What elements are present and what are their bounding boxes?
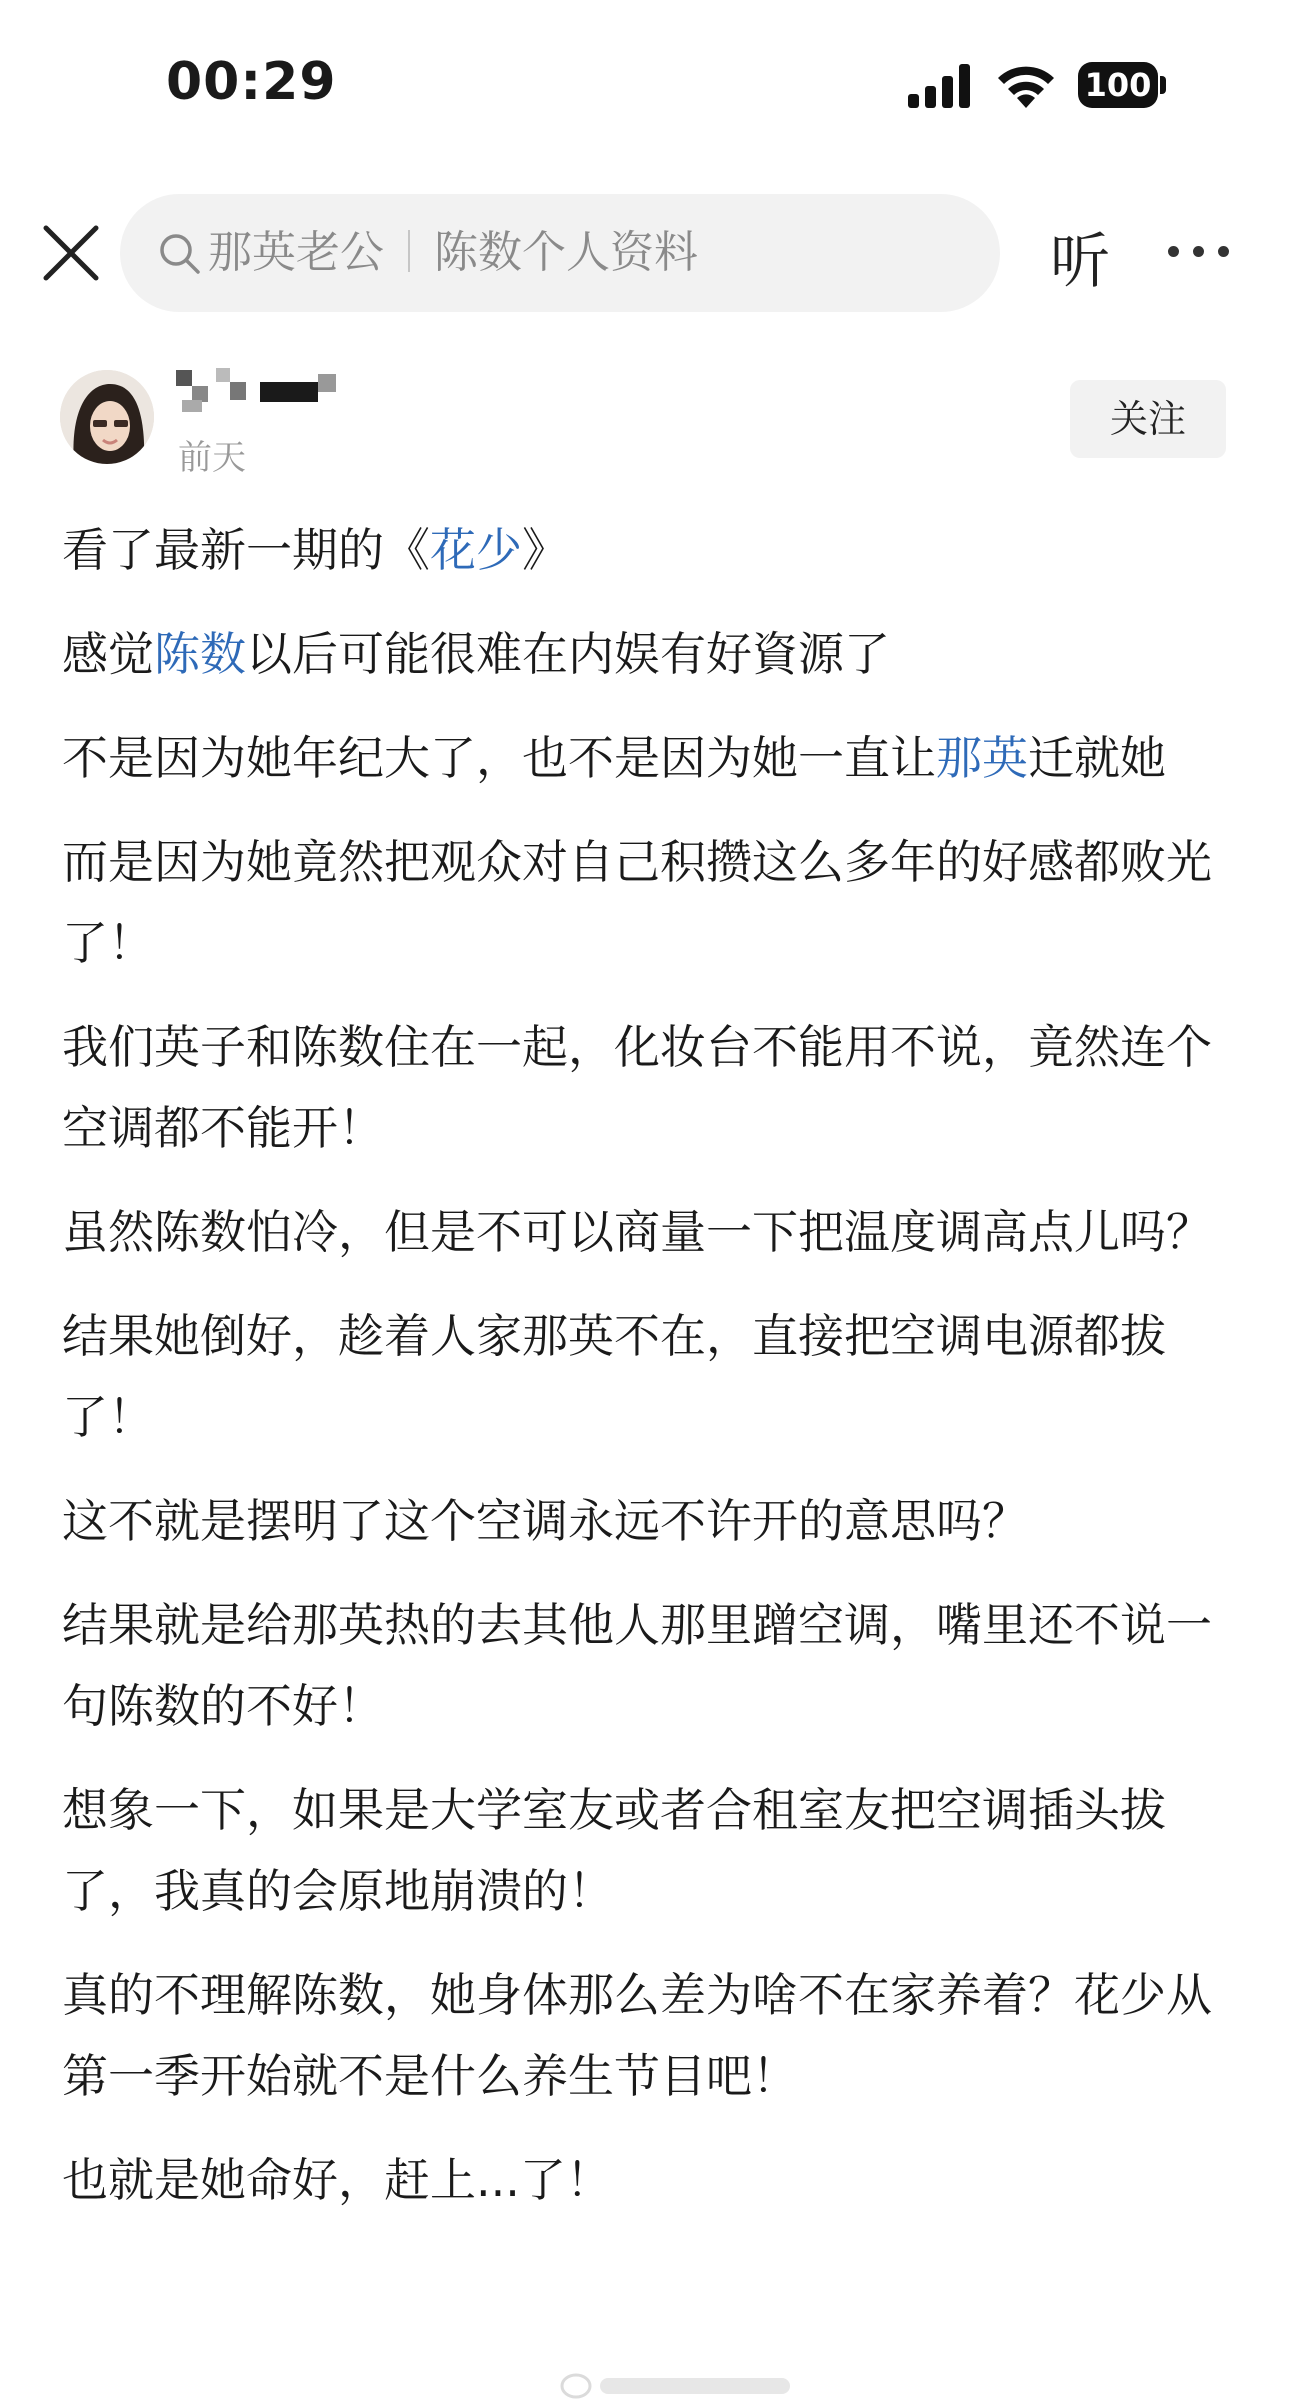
status-time: 00:29 xyxy=(166,52,337,112)
avatar-image xyxy=(60,370,154,464)
paragraph-text: 虽然陈数怕冷，但是不可以商量一下把温度调高点儿吗？ xyxy=(62,1205,1212,1259)
paragraph-text: 我们英子和陈数住在一起，化妆台不能用不说，竟然连个空调都不能开！ xyxy=(62,1020,1212,1155)
post-paragraph xyxy=(62,1585,1234,1747)
search-bar[interactable] xyxy=(120,194,1000,312)
paragraph-text: 想象一下，如果是大学室友或者合租室友把空调插头拔了，我真的会原地崩溃的！ xyxy=(62,1783,1166,1918)
paragraph-text: 感觉 xyxy=(62,627,154,681)
avatar[interactable] xyxy=(60,370,154,464)
author-name-redacted[interactable] xyxy=(176,366,346,416)
paragraph-text: 结果她倒好，趁着人家那英不在，直接把空调电源都拔了！ xyxy=(62,1309,1166,1444)
listen-button[interactable]: 听 xyxy=(1050,227,1110,297)
post-paragraph xyxy=(62,718,1234,799)
follow-button[interactable]: 关注 xyxy=(1070,380,1226,458)
paragraph-text: 》 xyxy=(522,523,568,577)
paragraph-text: 这不就是摆明了这个空调永远不许开的意思吗？ xyxy=(62,1494,1028,1548)
close-icon[interactable] xyxy=(40,222,102,284)
paragraph-text: 真的不理解陈数，她身体那么差为啥不在家养着？花少从第一季开始就不是什么养生节目吧！ xyxy=(62,1968,1212,2103)
wifi-icon xyxy=(995,60,1057,108)
search-divider xyxy=(408,230,410,272)
paragraph-text: 也就是她命好，赶上 xyxy=(62,2153,476,2207)
paragraph-text: 迁就她 xyxy=(1028,731,1166,785)
search-icon xyxy=(158,232,202,276)
post-paragraph xyxy=(62,1007,1234,1169)
post-paragraph xyxy=(62,2140,1234,2221)
post-time: 前天 xyxy=(178,438,246,478)
more-options-icon[interactable] xyxy=(1168,246,1230,260)
topic-link[interactable]: 陈数 xyxy=(154,627,246,681)
search-keyword-primary[interactable]: 那英老公 xyxy=(208,227,384,278)
watermark-logo xyxy=(560,2370,800,2400)
post-content xyxy=(62,510,1234,2244)
post-paragraph xyxy=(62,1955,1234,2117)
search-suggestion[interactable] xyxy=(208,194,698,312)
paragraph-text: ...了！ xyxy=(476,2153,612,2207)
paragraph-text: 而是因为她竟然把观众对自己积攒这么多年的好感都败光了！ xyxy=(62,835,1212,970)
post-paragraph xyxy=(62,822,1234,984)
paragraph-text: 看了最新一期的《 xyxy=(62,523,430,577)
post-paragraph xyxy=(62,1481,1234,1562)
post-paragraph xyxy=(62,1296,1234,1458)
topic-link[interactable]: 那英 xyxy=(936,731,1028,785)
signal-icon xyxy=(908,64,974,108)
post-paragraph xyxy=(62,1192,1234,1273)
paragraph-text: 以后可能很难在内娱有好資源了 xyxy=(246,627,890,681)
post-paragraph xyxy=(62,510,1234,591)
battery-icon xyxy=(1078,62,1166,108)
battery-tip xyxy=(1160,76,1166,94)
post-paragraph xyxy=(62,1770,1234,1932)
search-keyword-secondary[interactable]: 陈数个人资料 xyxy=(434,227,698,278)
paragraph-text: 结果就是给那英热的去其他人那里蹭空调，嘴里还不说一句陈数的不好！ xyxy=(62,1598,1212,1733)
paragraph-text: 不是因为她年纪大了，也不是因为她一直让 xyxy=(62,731,936,785)
status-bar xyxy=(0,0,1290,170)
post-paragraph xyxy=(62,614,1234,695)
topic-link[interactable]: 花少 xyxy=(430,523,522,577)
battery-level: 100 xyxy=(1078,62,1158,108)
